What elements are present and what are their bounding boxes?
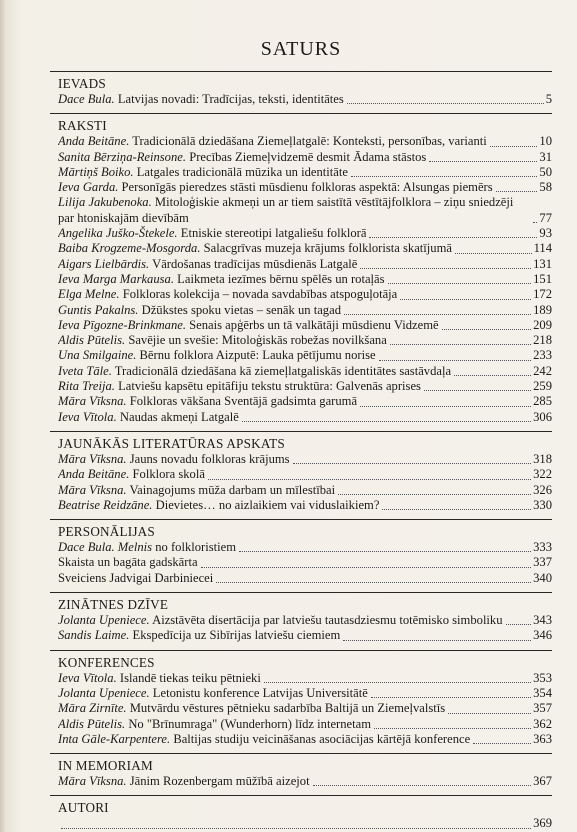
- toc-section: [50, 71, 552, 107]
- leader-dots: [369, 237, 537, 238]
- entry-page-number: 322: [533, 467, 552, 482]
- entry-text: [58, 686, 368, 701]
- section-divider: [50, 592, 552, 593]
- entry-text: [58, 732, 470, 747]
- entry-title: Baltijas studiju veicināšanas asociācijas kārtējā konference: [173, 731, 471, 746]
- leader-dots: [496, 191, 538, 192]
- leader-dots: [506, 624, 532, 625]
- toc-section: [50, 519, 552, 586]
- entry-text: [58, 628, 340, 643]
- entry-text: [58, 257, 357, 272]
- entry-page-number: 259: [533, 379, 552, 394]
- entry-author: Ieva Marga Markausa.: [58, 271, 175, 286]
- entry-title: Mitoloģiskie akmeņi un ar tiem saistītā vēstītājfolklora – ziņu sniedzēji par htoniskajām dievībām: [58, 195, 514, 225]
- entry-title: Folkloras vākšana Sventājā gadsimta garumā: [129, 394, 358, 409]
- leader-dots: [390, 344, 531, 345]
- toc-entry[interactable]: [58, 241, 552, 256]
- toc-section: [50, 113, 552, 425]
- entry-author: Māra Zirnīte.: [58, 701, 127, 716]
- entry-author: Māra Vīksna.: [58, 482, 127, 497]
- leader-dots: [473, 743, 531, 744]
- toc-entry[interactable]: [58, 816, 552, 831]
- entry-page-number: 114: [533, 241, 552, 256]
- section-divider: [50, 519, 552, 520]
- entry-text: [58, 394, 357, 409]
- entry-author: Beatrise Reidzāne.: [58, 497, 153, 512]
- entry-author: Iveta Tāle.: [58, 363, 112, 378]
- section-divider: [50, 795, 552, 796]
- toc-entry[interactable]: [58, 92, 552, 107]
- section-divider: [50, 753, 552, 754]
- leader-dots: [344, 314, 531, 315]
- leader-dots: [382, 509, 531, 510]
- section-heading: IEVADS: [58, 76, 106, 91]
- toc-entry[interactable]: [58, 333, 552, 348]
- leader-dots: [347, 103, 544, 104]
- entry-author: Mārtiņš Boiko.: [58, 164, 134, 179]
- entry-title: Vainagojums mūža darbam un mīlestībai: [129, 482, 336, 497]
- entry-author: Aldis Pūtelis.: [58, 716, 126, 731]
- entry-page-number: 93: [539, 226, 552, 241]
- entry-text: [58, 318, 439, 333]
- toc-entry[interactable]: [58, 540, 552, 555]
- entry-author: Māra Vīksna.: [58, 451, 127, 466]
- entry-page-number: 353: [533, 670, 552, 685]
- entry-page-number: 50: [539, 164, 552, 179]
- entry-title: Aizstāvēta disertācija par latviešu tautasdziesmu totēmisko simboliku: [152, 613, 503, 628]
- entry-text: [58, 303, 341, 318]
- leader-dots: [400, 299, 531, 300]
- entry-text: [58, 150, 426, 165]
- toc-entry[interactable]: [58, 410, 552, 425]
- toc-entry[interactable]: [58, 180, 552, 195]
- entry-title: Folklora skolā: [132, 467, 205, 482]
- entry-author: Ieva Garda.: [58, 180, 119, 195]
- entry-text: [58, 410, 239, 425]
- leader-dots: [424, 390, 531, 391]
- section-heading: ZINĀTNES DZĪVE: [58, 597, 169, 613]
- entry-page-number: 233: [533, 348, 552, 363]
- leader-dots: [216, 582, 531, 583]
- section-divider: [50, 650, 552, 651]
- entry-page-number: 330: [533, 497, 552, 512]
- toc-entry[interactable]: [58, 318, 552, 333]
- leader-dots: [242, 421, 531, 422]
- entry-author: Māra Vīksna.: [58, 394, 127, 409]
- toc-entry[interactable]: [58, 701, 552, 716]
- entry-page-number: 337: [533, 555, 552, 570]
- entry-text: [58, 671, 261, 686]
- entry-text: [58, 195, 530, 226]
- entry-author: Aigars Lielbārdis.: [58, 256, 150, 271]
- toc-entry[interactable]: [58, 165, 552, 180]
- leader-dots: [293, 463, 532, 464]
- entry-page-number: 343: [533, 613, 552, 628]
- toc-entry[interactable]: [58, 571, 552, 586]
- toc-entry[interactable]: [58, 498, 552, 513]
- leader-dots: [360, 406, 531, 407]
- entry-text: [58, 226, 366, 241]
- entry-page-number: 131: [533, 256, 552, 271]
- leader-dots: [448, 713, 531, 714]
- page-title: SATURS: [260, 38, 342, 60]
- toc-entry[interactable]: [58, 671, 552, 686]
- entry-text: [58, 92, 344, 107]
- entry-page-number: 10: [539, 134, 552, 149]
- entry-page-number: 218: [533, 333, 552, 348]
- entry-title: Skaista un bagāta gadskārta: [58, 555, 198, 570]
- leader-dots: [338, 494, 531, 495]
- entry-text: [58, 333, 387, 348]
- toc-entry[interactable]: [58, 686, 552, 701]
- toc-entry[interactable]: [58, 150, 552, 165]
- leader-dots: [533, 222, 537, 223]
- entry-title: Naudas akmeņi Latgalē: [119, 409, 239, 424]
- entry-text: [58, 571, 213, 586]
- toc-entry[interactable]: [58, 379, 552, 394]
- entry-author: Dace Bula. Melnis: [58, 540, 153, 555]
- leader-dots: [371, 697, 531, 698]
- entry-author: Anda Beitāne.: [58, 467, 130, 482]
- leader-dots: [490, 146, 538, 147]
- entry-text: [58, 241, 452, 256]
- entry-author: Una Smilgaine.: [58, 348, 137, 363]
- entry-page-number: 77: [539, 210, 552, 225]
- entry-title: Precības Ziemeļvidzemē desmit Ādama stāstos: [189, 149, 427, 164]
- section-heading: JAUNĀKĀS LITERATŪRAS APSKATS: [58, 435, 285, 451]
- entry-author: Angelika Juško-Štekele.: [58, 226, 178, 241]
- entry-title: Salacgrīvas muzeja krājums folklorista skatījumā: [203, 241, 452, 256]
- entry-title: Savējie un svešie: Mitoloģiskās robežas novilkšana: [128, 333, 387, 348]
- entry-text: [58, 272, 385, 287]
- entry-page-number: 5: [545, 92, 552, 106]
- entry-author: Jolanta Upeniece.: [58, 613, 150, 628]
- section-heading: KONFERENCES: [58, 654, 155, 670]
- entry-title: Jānim Rozenbergam mūžībā aizejot: [129, 774, 310, 789]
- entry-title: Džūkstes spoku vietas – senāk un tagad: [141, 302, 341, 317]
- entry-page-number: 58: [539, 180, 552, 195]
- leader-dots: [374, 728, 531, 729]
- entry-text: [58, 379, 421, 394]
- entry-author: Anda Beitāne.: [58, 134, 130, 149]
- leader-dots: [313, 785, 532, 786]
- entry-title: Ekspedīcija uz Sibīrijas latviešu ciemiem: [132, 628, 341, 643]
- entry-page-number: 151: [533, 271, 552, 286]
- entry-text: [58, 717, 371, 732]
- entry-page-number: 357: [533, 701, 552, 716]
- entry-text: [58, 701, 445, 716]
- entry-title: Vārdošanas tradīcijas mūsdienās Latgalē: [152, 256, 358, 271]
- toc-entry[interactable]: [58, 348, 552, 363]
- entry-page-number: 285: [533, 394, 552, 409]
- toc-entry[interactable]: [58, 467, 552, 482]
- entry-title: Islandē tiekas teiku pētnieki: [119, 670, 261, 685]
- section-heading: AUTORI: [58, 800, 109, 816]
- leader-dots: [208, 479, 531, 480]
- entry-title: Latviešu kapsētu epitāfiju tekstu struktūra: Galvenās aprises: [118, 379, 421, 394]
- entry-page-number: 346: [533, 628, 552, 643]
- leader-dots: [343, 640, 531, 641]
- entry-page-number: 318: [533, 451, 552, 466]
- entry-title: Latgales tradicionālā mūzika un identitāte: [136, 164, 348, 179]
- entry-text: [58, 348, 376, 363]
- entry-text: [58, 540, 236, 555]
- toc-entry[interactable]: [58, 483, 552, 498]
- entry-author: Inta Gāle-Karpentere.: [58, 731, 171, 746]
- entry-title: no folkloristiem: [155, 540, 237, 555]
- entry-author: Aldis Pūtelis.: [58, 333, 126, 348]
- toc-entry[interactable]: [58, 732, 552, 747]
- toc-entry[interactable]: [58, 774, 552, 789]
- entry-page-number: 363: [533, 731, 552, 746]
- toc-section: [50, 650, 552, 747]
- entry-page-number: 172: [533, 287, 552, 302]
- entry-title: Tradicionālā dziedāšana kā ziemeļlatgaliskās identitātes sastāvdaļa: [114, 363, 452, 378]
- entry-page-number: 369: [533, 816, 552, 831]
- entry-author: Guntis Pakalns.: [58, 302, 139, 317]
- entry-author: Jolanta Upeniece.: [58, 685, 150, 700]
- entry-page-number: 354: [533, 685, 552, 700]
- entry-author: Lilija Jakubenoka.: [58, 195, 152, 210]
- entry-title: Bērnu folklora Aizputē: Lauka pētījumu norise: [139, 348, 376, 363]
- toc-section: [50, 795, 552, 831]
- entry-text: [58, 165, 348, 180]
- toc-entry[interactable]: [58, 555, 552, 570]
- entry-title: Folkloras kolekcija – novada savdabības atspoguļotāja: [122, 287, 398, 302]
- entry-text: [58, 287, 397, 302]
- leader-dots: [429, 161, 537, 162]
- entry-title: Tradicionālā dziedāšana Ziemeļlatgalē: Konteksti, personības, varianti: [132, 134, 487, 149]
- leader-dots: [379, 360, 532, 361]
- entry-title: Jauns novadu folkloras krājums: [129, 451, 290, 466]
- entry-title: No "Brīnumraga" (Wunderhorn) līdz internetam: [128, 716, 372, 731]
- entry-title: Sveiciens Jadvigai Darbiniecei: [58, 570, 214, 585]
- toc-entry[interactable]: [58, 195, 552, 226]
- entry-page-number: 242: [533, 363, 552, 378]
- section-heading: RAKSTI: [58, 118, 107, 134]
- entry-title: Laikmeta iezīmes bērnu spēlēs un rotaļās: [177, 271, 385, 286]
- entry-title: Etniskie stereotipi latgaliešu folklorā: [180, 226, 367, 241]
- entry-page-number: 367: [533, 774, 552, 789]
- leader-dots: [454, 375, 531, 376]
- toc-section: [50, 431, 552, 513]
- entry-author: Elga Melne.: [58, 287, 120, 302]
- toc-entry[interactable]: [58, 628, 552, 643]
- entry-author: Dace Bula.: [58, 92, 115, 106]
- entry-page-number: 333: [533, 540, 552, 555]
- toc-entry[interactable]: [58, 717, 552, 732]
- toc-section: [50, 753, 552, 789]
- entry-author: Ieva Vītola.: [58, 409, 117, 424]
- entry-text: [58, 180, 493, 195]
- leader-dots: [388, 283, 532, 284]
- leader-dots: [351, 176, 537, 177]
- entry-text: [58, 134, 487, 149]
- entry-author: Māra Vīksna.: [58, 774, 127, 789]
- entry-text: [58, 774, 310, 789]
- entry-author: Rita Treija.: [58, 379, 115, 394]
- toc-entry[interactable]: [58, 452, 552, 467]
- entry-title: Latvijas novadi: Tradīcijas, teksti, identitātes: [117, 92, 344, 106]
- entry-text: [58, 452, 290, 467]
- section-divider: [50, 71, 552, 72]
- entry-page-number: 31: [539, 149, 552, 164]
- entry-author: Ieva Vītola.: [58, 670, 117, 685]
- entry-page-number: 306: [533, 409, 552, 424]
- entry-title: Mutvārdu vēstures pētnieku sadarbība Baltijā un Ziemeļvalstīs: [129, 701, 446, 716]
- toc-entry[interactable]: [58, 134, 552, 149]
- section-heading: IN MEMORIAM: [58, 758, 153, 774]
- toc-entry[interactable]: [58, 613, 552, 628]
- entry-page-number: 326: [533, 482, 552, 497]
- toc-entry[interactable]: [58, 303, 552, 318]
- toc-entry[interactable]: [58, 257, 552, 272]
- leader-dots: [264, 682, 531, 683]
- entry-author: Sanita Bērziņa-Reinsone.: [58, 149, 187, 164]
- entry-text: [58, 613, 503, 628]
- table-of-contents: [50, 71, 552, 832]
- entry-author: Baiba Krogzeme-Mosgorda.: [58, 241, 201, 256]
- toc-entry[interactable]: [58, 226, 552, 241]
- toc-entry[interactable]: [58, 394, 552, 409]
- entry-title: Letonistu konference Latvijas Universitātē: [152, 685, 368, 700]
- entry-text: [58, 555, 198, 570]
- leader-dots: [239, 551, 531, 552]
- entry-author: Sandis Laime.: [58, 628, 130, 643]
- contents-page: [50, 38, 552, 832]
- entry-title: Personīgās pieredzes stāsti mūsdienu folkloras aspektā: Alsungas piemērs: [121, 180, 493, 195]
- entry-page-number: 362: [533, 716, 552, 731]
- entry-text: [58, 483, 335, 498]
- entry-page-number: 189: [533, 302, 552, 317]
- toc-section: [50, 592, 552, 644]
- leader-dots: [201, 567, 532, 568]
- toc-entry[interactable]: [58, 272, 552, 287]
- leader-dots: [455, 253, 532, 254]
- section-divider: [50, 431, 552, 432]
- leader-dots: [442, 329, 532, 330]
- entry-text: [58, 498, 379, 513]
- entry-title: Dievietes… no aizlaikiem vai viduslaikiem?: [155, 497, 380, 512]
- leader-dots: [61, 828, 531, 829]
- section-heading: PERSONĀLIJAS: [58, 524, 155, 540]
- toc-entry[interactable]: [58, 364, 552, 379]
- leader-dots: [360, 268, 531, 269]
- entry-page-number: 340: [533, 570, 552, 585]
- section-divider: [50, 113, 552, 114]
- entry-text: [58, 467, 205, 482]
- toc-entry[interactable]: [58, 287, 552, 302]
- entry-author: Ieva Pīgozne-Brinkmane.: [58, 317, 186, 332]
- entry-text: [58, 364, 451, 379]
- entry-page-number: 209: [533, 317, 552, 332]
- entry-title: Senais apģērbs un tā valkātāji mūsdienu Vidzemē: [189, 317, 439, 332]
